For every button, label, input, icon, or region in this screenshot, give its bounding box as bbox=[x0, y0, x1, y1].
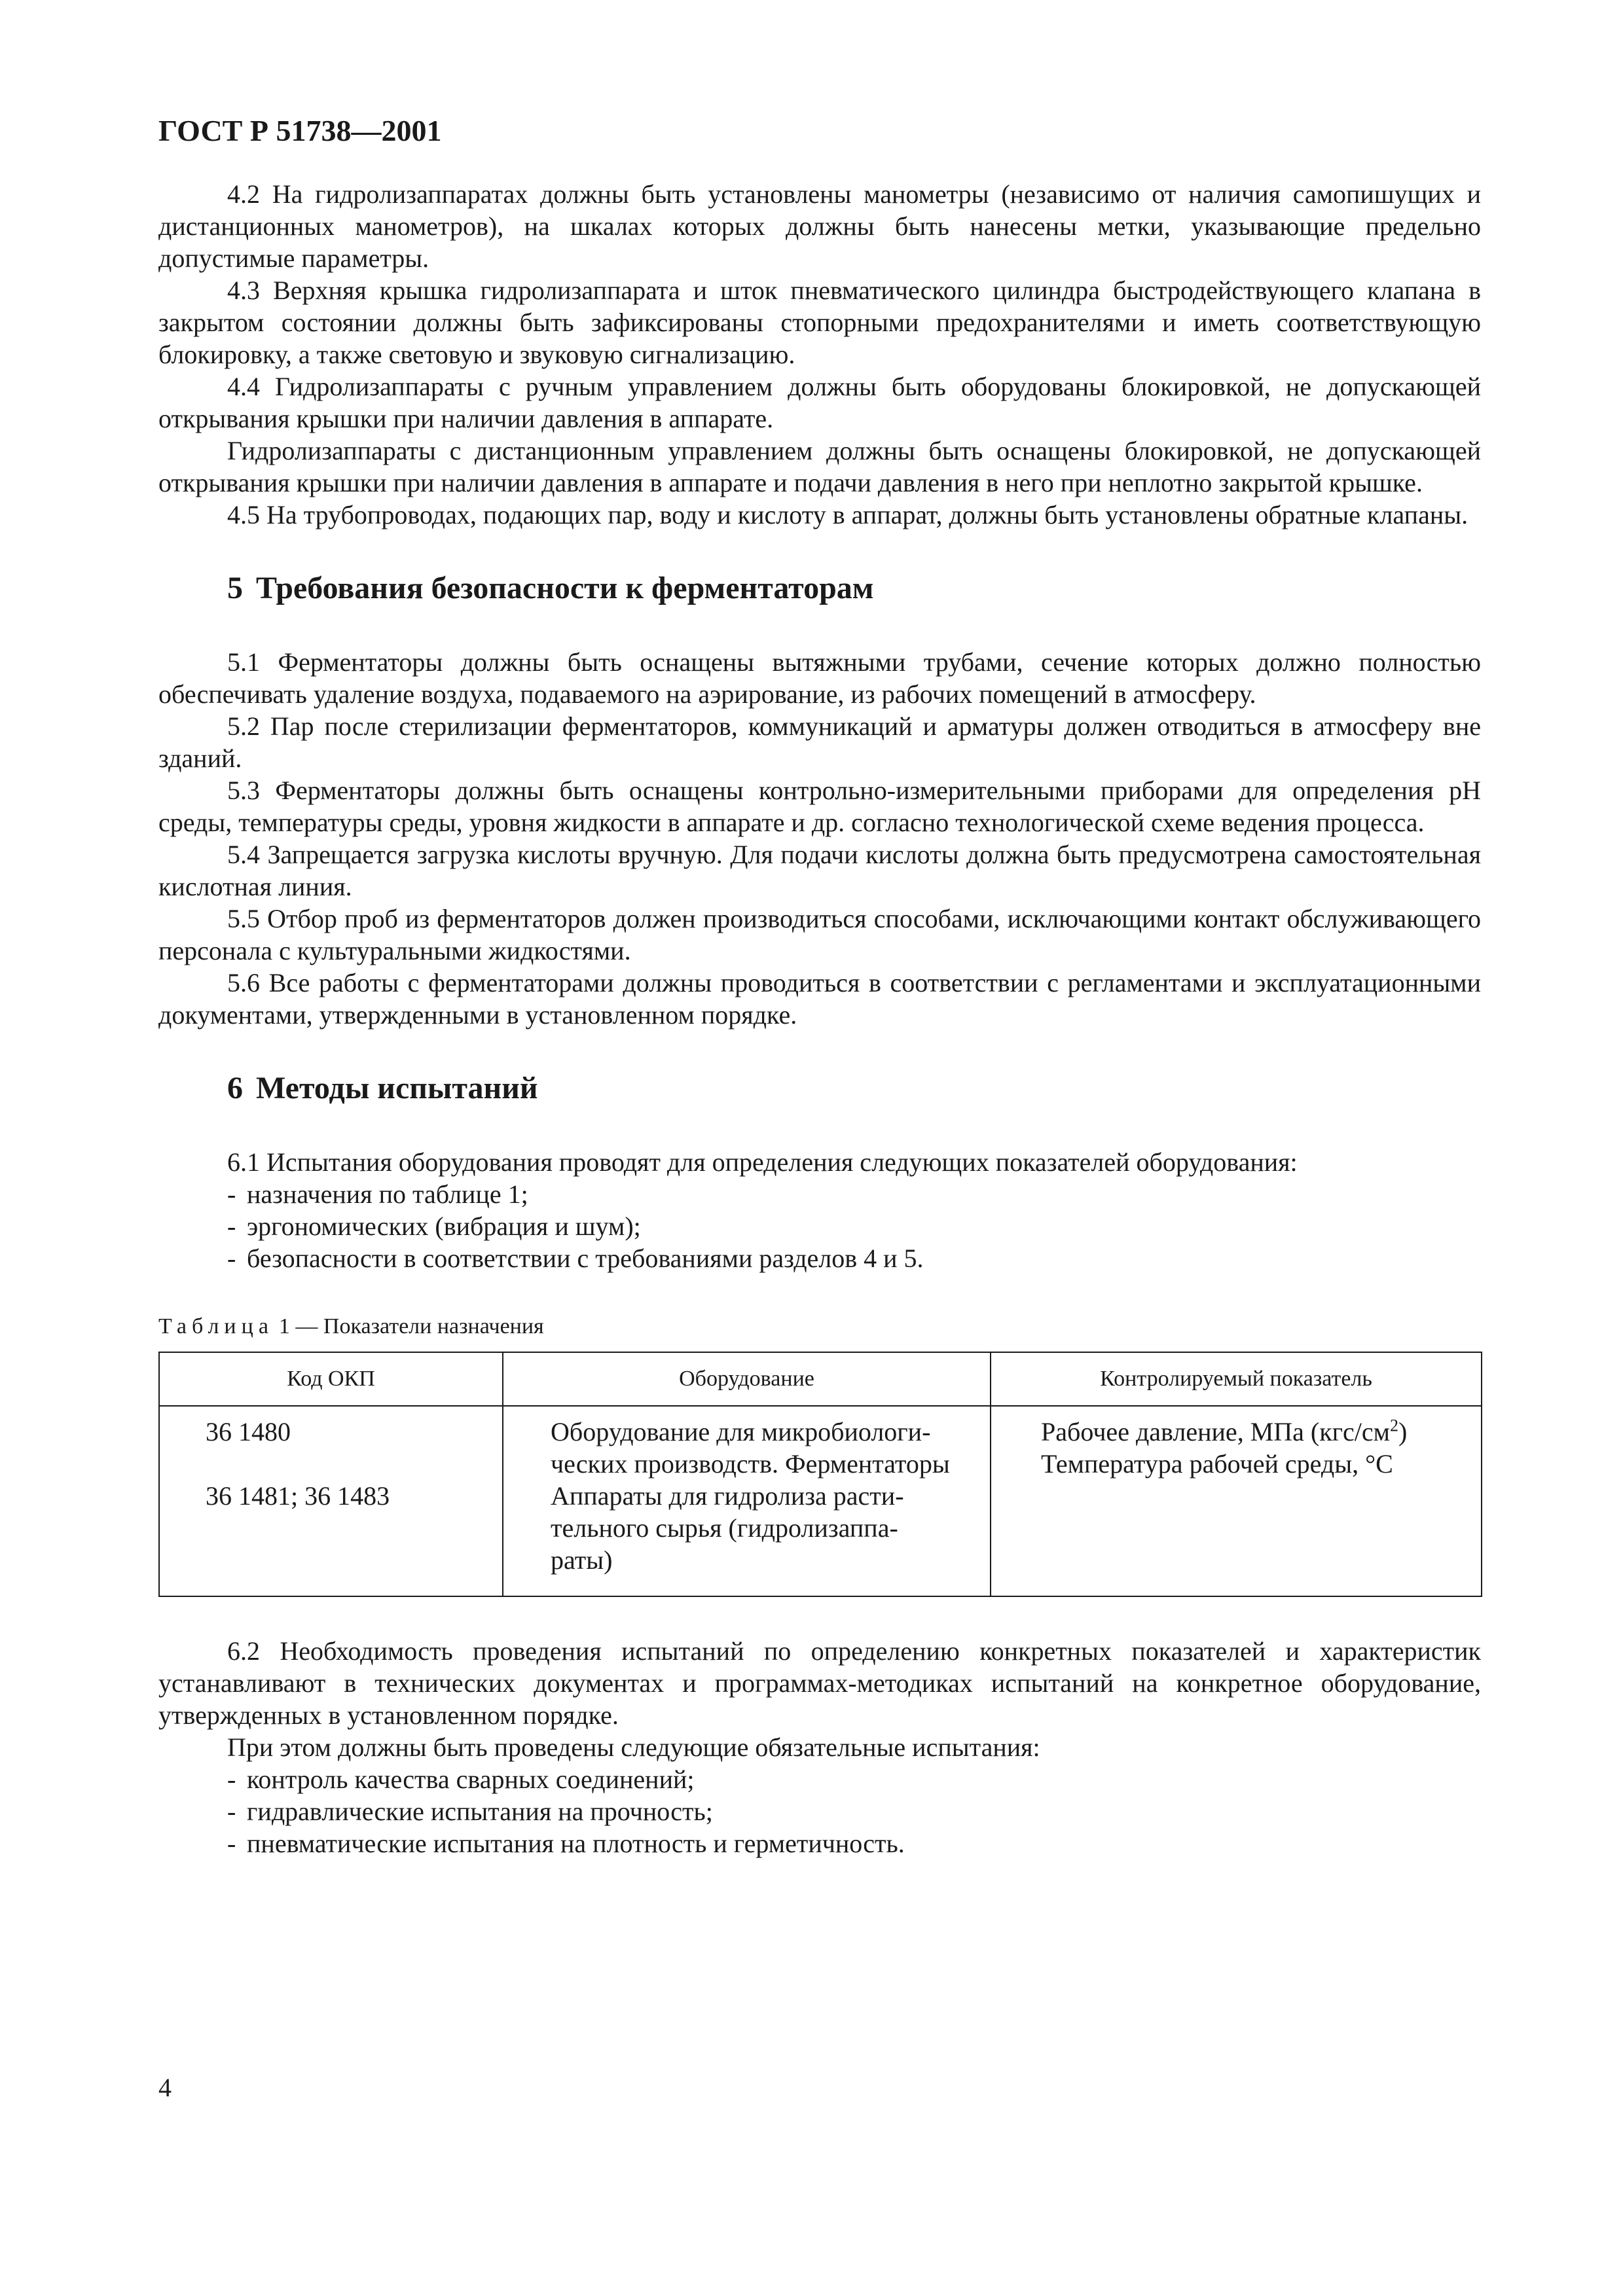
section-6-2 bbox=[158, 1635, 1481, 1859]
parameter-temperature: Температура рабочей среды, °С bbox=[1041, 1449, 1393, 1479]
list-item: - назначения по таблице 1; bbox=[227, 1179, 528, 1209]
paragraph-5-5: 5.5 Отбор проб из ферментаторов должен производиться способами, исключающими контакт обслуживающего персонала с культуральными жидкостями. bbox=[158, 904, 1481, 965]
paragraph-6-2-mandatory: При этом должны быть проведены следующие обязательные испытания: bbox=[227, 1732, 1040, 1762]
paragraph-5-3: 5.3 Ферментаторы должны быть оснащены контрольно-измерительными приборами для определения pH среды, температуры среды, уровня жидкости в аппарате и др. согласно технологической схеме ведения процесса. bbox=[158, 776, 1481, 837]
paragraph-4-2: 4.2 На гидролизаппаратах должны быть установлены манометры (независимо от наличия самопишущих и дистанционных манометров), на шкалах которых должны быть нанесены метки, указывающие предельно допустимые параметры. bbox=[158, 179, 1481, 273]
okp-code-hydrolyzers: 36 1481; 36 1483 bbox=[206, 1481, 390, 1511]
column-header-equipment: Оборудование bbox=[503, 1352, 991, 1406]
equipment-line: тельного сырья (гидролизаппа- bbox=[551, 1513, 898, 1543]
equipment-cell bbox=[503, 1406, 991, 1596]
okp-code-fermenters: 36 1480 bbox=[206, 1417, 291, 1446]
parameter-pressure: Рабочее давление, МПа $(кгс/см^2)$ bbox=[1041, 1416, 1408, 1446]
paragraph-4-4-remote: Гидролизаппараты с дистанционным управлением должны быть оснащены блокировкой, не допускающей открывания крышки при наличии давления в аппарате и подачи давления в него при неплотно закрытой крышке. bbox=[158, 436, 1481, 497]
paragraph-4-3: 4.3 Верхняя крышка гидролизаппарата и шток пневматического цилиндра быстродействующего клапана в закрытом состоянии должны быть зафиксированы стопорными предохранителями и иметь соответствующую блокировку, а также световую и звуковую сигнализацию. bbox=[158, 276, 1481, 369]
section-5-number: 5 bbox=[227, 571, 243, 605]
mandatory-tests-list bbox=[158, 1763, 1481, 1859]
table-caption-text: 1 — Показатели назначения bbox=[278, 1314, 544, 1338]
section-6-number: 6 bbox=[227, 1071, 243, 1105]
section-5-title bbox=[227, 569, 1481, 608]
list-item: - безопасности в соответствии с требованиями разделов 4 и 5. bbox=[227, 1244, 924, 1273]
page-number: 4 bbox=[158, 2073, 172, 2102]
document-page bbox=[158, 111, 1481, 1859]
section-6-title bbox=[227, 1069, 1481, 1108]
indicator-list bbox=[158, 1178, 1481, 1274]
list-item: - пневматические испытания на плотность и герметичность. bbox=[227, 1829, 905, 1858]
paragraph-5-2: 5.2 Пар после стерилизации ферментаторов, коммуникаций и арматуры должен отводиться в атмосферу вне зданий. bbox=[158, 711, 1481, 773]
indicators-table bbox=[158, 1352, 1482, 1597]
table-caption bbox=[158, 1312, 1481, 1341]
section-5-title-text: Требования безопасности к ферментаторам bbox=[256, 571, 874, 605]
table-row bbox=[159, 1406, 1482, 1596]
document-header: ГОСТ Р 51738—2001 bbox=[158, 114, 442, 147]
paragraph-6-1: 6.1 Испытания оборудования проводят для определения следующих показателей оборудования: bbox=[227, 1147, 1298, 1177]
list-item: - гидравлические испытания на прочность; bbox=[227, 1797, 713, 1826]
equipment-line: Аппараты для гидролиза расти- bbox=[551, 1481, 904, 1511]
section-6-title-text: Методы испытаний bbox=[256, 1071, 538, 1105]
equipment-line: ческих производств. Ферментаторы bbox=[551, 1449, 950, 1479]
table-header-row bbox=[159, 1352, 1482, 1406]
equipment-line: раты) bbox=[551, 1545, 613, 1575]
table-caption-word: Таблица bbox=[158, 1314, 274, 1338]
parameter-cell bbox=[991, 1406, 1482, 1596]
paragraph-5-1: 5.1 Ферментаторы должны быть оснащены вытяжными трубами, сечение которых должно полностью обеспечивать удаление воздуха, подаваемого на аэрирование, из рабочих помещений в атмосферу. bbox=[158, 647, 1481, 709]
equipment-line: Оборудование для микробиологи- bbox=[551, 1417, 931, 1446]
paragraph-4-5: 4.5 На трубопроводах, подающих пар, воду и кислоту в аппарат, должны быть установлены обратные клапаны. bbox=[227, 500, 1468, 529]
paragraph-5-4: 5.4 Запрещается загрузка кислоты вручную. Для подачи кислоты должна быть предусмотрена самостоятельная кислотная линия. bbox=[158, 840, 1481, 901]
list-item: - контроль качества сварных соединений; bbox=[227, 1765, 695, 1794]
section-6-body bbox=[158, 1146, 1481, 1859]
column-header-okp-code: Код ОКП bbox=[159, 1352, 503, 1406]
paragraph-4-4: 4.4 Гидролизаппараты с ручным управлением должны быть оборудованы блокировкой, не допускающей открывания крышки при наличии давления в аппарате. bbox=[158, 372, 1481, 433]
section-5-body bbox=[158, 646, 1481, 1031]
column-header-parameter: Контролируемый показатель bbox=[991, 1352, 1482, 1406]
paragraph-6-2: 6.2 Необходимость проведения испытаний по определению конкретных показателей и характеристик устанавливают в технических документах и программах-методиках испытаний на конкретное оборудование, утвержденных в установленном порядке. bbox=[158, 1636, 1481, 1730]
okp-code-cell bbox=[159, 1406, 503, 1596]
section-4-body bbox=[158, 178, 1481, 531]
list-item: - эргономических (вибрация и шум); bbox=[227, 1211, 641, 1241]
paragraph-5-6: 5.6 Все работы с ферментаторами должны проводиться в соответствии с регламентами и эксплуатационными документами, утвержденными в установленном порядке. bbox=[158, 968, 1481, 1030]
